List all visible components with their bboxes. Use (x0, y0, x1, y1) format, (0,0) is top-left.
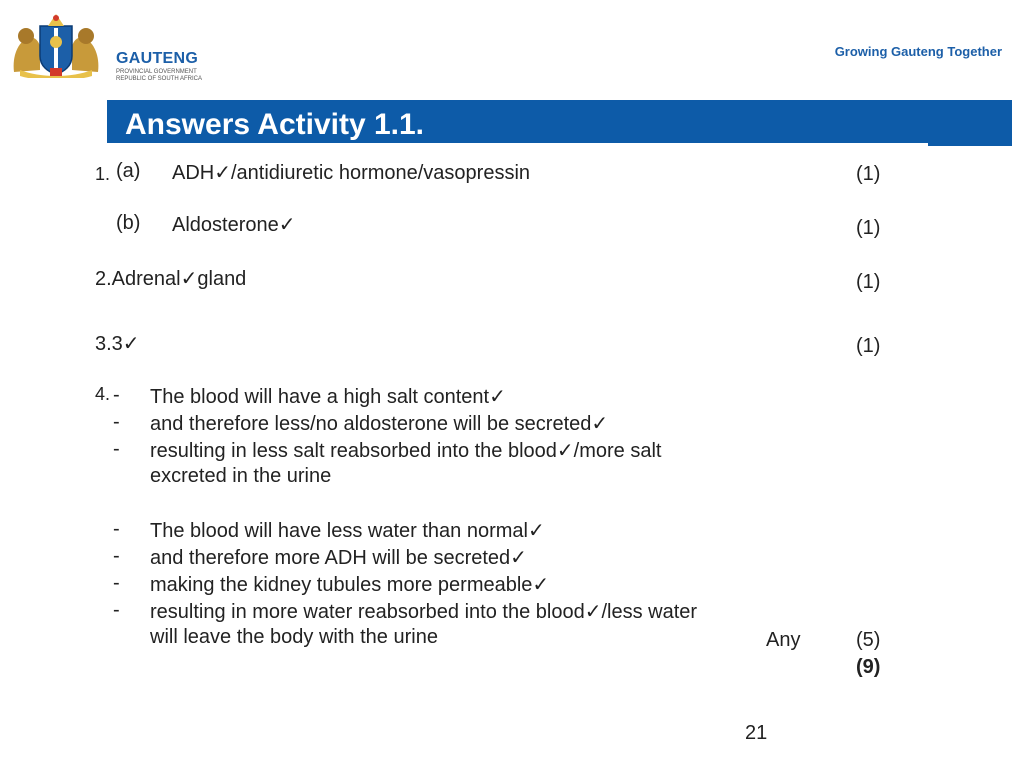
q1-number: 1. (95, 164, 111, 184)
brand-subtitle-2: REPUBLIC OF SOUTH AFRICA (116, 76, 203, 82)
q4-salt-line: The blood will have a high salt content✓ (150, 386, 506, 408)
q1b-label: (b) (116, 212, 141, 234)
q4-water-line: will leave the body with the urine (150, 626, 438, 648)
q4-dash: - (113, 384, 120, 406)
q4-number: 4. (95, 384, 111, 404)
q4-salt-line: and therefore less/no aldosterone will be secreted✓ (150, 413, 609, 435)
q4-dash: - (113, 599, 120, 621)
q4-water-line: and therefore more ADH will be secreted✓ (150, 547, 527, 569)
q4-water-line: resulting in more water reabsorbed into the blood✓/less water (150, 601, 698, 623)
q4-water-line: The blood will have less water than normal✓ (150, 520, 545, 542)
total-mark: (9) (856, 656, 881, 678)
q3-mark: (1) (856, 335, 881, 357)
q4-dash: - (113, 438, 120, 460)
page-number: 21 (745, 722, 768, 744)
brand-name: GAUTENG (116, 50, 199, 67)
brand-subtitle-1: PROVINCIAL GOVERNMENT (116, 69, 197, 75)
q3-answer: 3.3✓ (95, 333, 140, 355)
q4-dash: - (113, 545, 120, 567)
q1b-answer: Aldosterone✓ (172, 214, 296, 236)
q1b-mark: (1) (856, 217, 881, 239)
q4-dash: - (113, 411, 120, 433)
title-bar-accent (928, 100, 1012, 146)
q4-salt-line: excreted in the urine (150, 465, 332, 487)
q4-dash: - (113, 518, 120, 540)
title-bar (107, 100, 928, 143)
q4-mark: (5) (856, 629, 881, 651)
q4-dash: - (113, 572, 120, 594)
q2-mark: (1) (856, 271, 881, 293)
slide-title: Answers Activity 1.1. (125, 108, 425, 141)
q4-salt-line: resulting in less salt reabsorbed into the blood✓/more salt (150, 440, 662, 462)
q1a-answer: ADH✓/antidiuretic hormone/vasopressin (172, 162, 531, 184)
q4-water-line: making the kidney tubules more permeable✓ (150, 574, 550, 596)
q1a-label: (a) (116, 160, 141, 182)
gauteng-logo (10, 12, 210, 80)
tagline: Growing Gauteng Together (834, 44, 1002, 59)
q2-answer: 2.Adrenal✓gland (95, 268, 247, 290)
q4-any-label: Any (766, 629, 801, 651)
coat-of-arms-icon (10, 12, 102, 78)
q1a-mark: (1) (856, 163, 881, 185)
